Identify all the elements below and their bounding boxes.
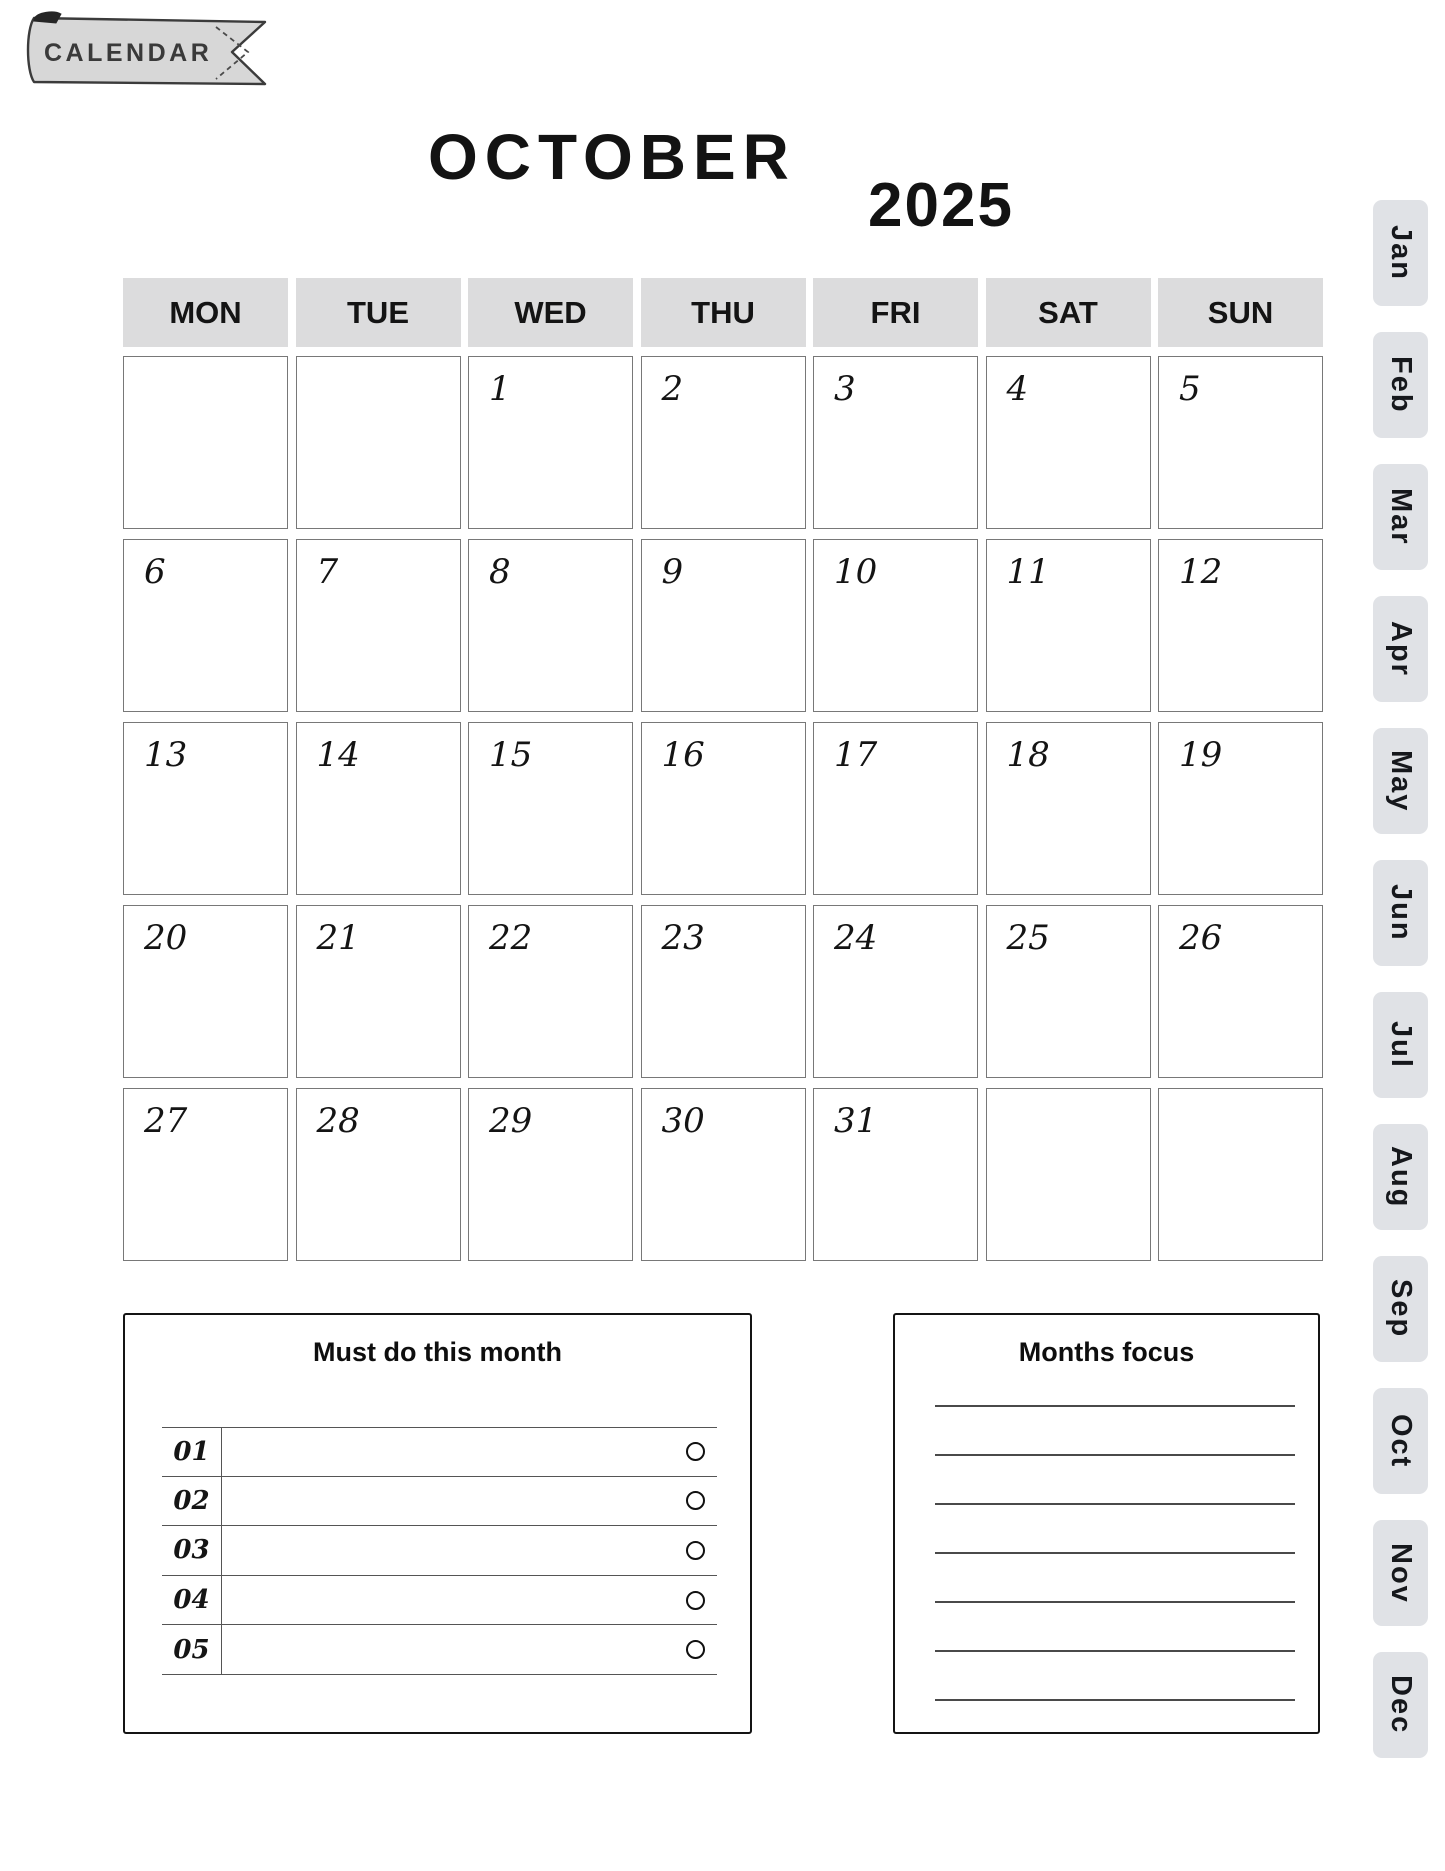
week-row-1 [123, 356, 1323, 529]
date-cell-empty[interactable] [123, 356, 288, 529]
focus-writing-line[interactable] [935, 1503, 1295, 1505]
must-do-list [162, 1427, 717, 1675]
tab-sep-label: Sep [1385, 1279, 1417, 1339]
date-number: 28 [316, 1101, 360, 1141]
months-focus-title: Months focus [1018, 1337, 1195, 1367]
ribbon-label: CALENDAR [44, 39, 213, 67]
day-header-mon: MON [123, 278, 288, 347]
date-cell-22[interactable] [468, 905, 633, 1078]
date-number: 9 [661, 552, 684, 592]
tab-dec[interactable] [1373, 1652, 1428, 1758]
tab-dec-label: Dec [1385, 1675, 1417, 1735]
week-row-4 [123, 905, 1323, 1078]
task-number: 02 [162, 1477, 222, 1526]
date-cell-24[interactable] [813, 905, 978, 1078]
date-cell-empty[interactable] [1158, 1088, 1323, 1261]
date-number: 18 [1006, 735, 1050, 775]
date-cell-26[interactable] [1158, 905, 1323, 1078]
date-number: 17 [834, 735, 878, 775]
focus-writing-line[interactable] [935, 1650, 1295, 1652]
date-cell-9[interactable] [641, 539, 806, 712]
date-number: 12 [1179, 552, 1223, 592]
tab-jul[interactable] [1373, 992, 1428, 1098]
focus-writing-line[interactable] [935, 1454, 1295, 1456]
date-number: 13 [144, 735, 188, 775]
month-title: OCTOBER [428, 121, 796, 193]
date-number: 6 [144, 552, 166, 592]
date-number: 2 [661, 369, 684, 409]
tab-nov[interactable] [1373, 1520, 1428, 1626]
date-number: 15 [489, 735, 533, 775]
tab-aug-label: Aug [1385, 1145, 1417, 1209]
day-header-thu: THU [641, 278, 806, 347]
task-checkbox-circle[interactable] [686, 1640, 705, 1659]
date-number: 30 [661, 1101, 705, 1141]
date-number: 22 [489, 918, 533, 958]
tab-feb[interactable] [1373, 332, 1428, 438]
task-row-02[interactable] [162, 1477, 717, 1527]
date-number: 26 [1179, 918, 1223, 958]
calendar-ribbon [20, 10, 270, 88]
task-number: 04 [162, 1576, 222, 1625]
tab-apr[interactable] [1373, 596, 1428, 702]
date-cell-10[interactable] [813, 539, 978, 712]
focus-writing-line[interactable] [935, 1405, 1295, 1407]
task-number: 03 [162, 1526, 222, 1575]
day-header-sat: SAT [986, 278, 1151, 347]
date-number: 8 [489, 552, 511, 592]
task-number: 05 [162, 1625, 222, 1674]
day-header-tue: TUE [296, 278, 461, 347]
date-cell-6[interactable] [123, 539, 288, 712]
date-cell-3[interactable] [813, 356, 978, 529]
tab-may-label: May [1385, 749, 1417, 813]
date-number: 29 [489, 1101, 533, 1141]
date-number: 5 [1179, 369, 1201, 409]
day-header-row [123, 278, 1323, 347]
tab-nov-label: Nov [1385, 1542, 1417, 1604]
day-header-fri: FRI [813, 278, 978, 347]
focus-writing-line[interactable] [935, 1552, 1295, 1554]
date-cell-7[interactable] [296, 539, 461, 712]
date-cell-empty[interactable] [986, 1088, 1151, 1261]
date-cell-29[interactable] [468, 1088, 633, 1261]
focus-writing-line[interactable] [935, 1601, 1295, 1603]
year-title: 2025 [868, 171, 1014, 240]
date-number: 4 [1006, 369, 1029, 409]
date-cell-28[interactable] [296, 1088, 461, 1261]
tab-may[interactable] [1373, 728, 1428, 834]
date-cell-25[interactable] [986, 905, 1151, 1078]
week-row-2 [123, 539, 1323, 712]
months-focus-panel [893, 1313, 1320, 1734]
date-cell-27[interactable] [123, 1088, 288, 1261]
task-checkbox-circle[interactable] [686, 1591, 705, 1610]
date-cell-16[interactable] [641, 722, 806, 895]
tab-feb-label: Feb [1385, 356, 1417, 414]
ribbon-fold [34, 12, 61, 23]
week-row-3 [123, 722, 1323, 895]
date-number: 10 [834, 552, 878, 592]
task-row-04[interactable] [162, 1576, 717, 1626]
task-checkbox-circle[interactable] [686, 1491, 705, 1510]
must-do-title: Must do this month [313, 1337, 562, 1367]
task-row-03[interactable] [162, 1526, 717, 1576]
date-cell-12[interactable] [1158, 539, 1323, 712]
date-number: 3 [834, 369, 856, 409]
date-cell-1[interactable] [468, 356, 633, 529]
task-number: 01 [162, 1428, 222, 1476]
tab-aug[interactable] [1373, 1124, 1428, 1230]
day-header-sun: SUN [1158, 278, 1323, 347]
date-cell-19[interactable] [1158, 722, 1323, 895]
tab-mar-label: Mar [1385, 488, 1417, 546]
date-number: 31 [834, 1101, 878, 1141]
must-do-panel [123, 1313, 752, 1734]
tab-jul-label: Jul [1385, 1021, 1417, 1069]
date-cell-11[interactable] [986, 539, 1151, 712]
date-number: 25 [1006, 918, 1050, 958]
date-number: 19 [1179, 735, 1223, 775]
date-cell-empty[interactable] [296, 356, 461, 529]
date-cell-14[interactable] [296, 722, 461, 895]
tab-oct-label: Oct [1385, 1413, 1417, 1469]
tab-jun[interactable] [1373, 860, 1428, 966]
week-row-5 [123, 1088, 1323, 1261]
date-cell-31[interactable] [813, 1088, 978, 1261]
tab-sep[interactable] [1373, 1256, 1428, 1362]
tab-jun-label: Jun [1385, 884, 1417, 942]
date-cell-5[interactable] [1158, 356, 1323, 529]
calendar-grid [123, 278, 1323, 1271]
tab-mar[interactable] [1373, 464, 1428, 570]
date-number: 27 [144, 1101, 188, 1141]
date-cell-15[interactable] [468, 722, 633, 895]
task-checkbox-circle[interactable] [686, 1541, 705, 1560]
tab-jan-label: Jan [1385, 225, 1417, 281]
date-cell-20[interactable] [123, 905, 288, 1078]
date-cell-13[interactable] [123, 722, 288, 895]
date-cell-4[interactable] [986, 356, 1151, 529]
date-cell-23[interactable] [641, 905, 806, 1078]
tab-oct[interactable] [1373, 1388, 1428, 1494]
task-row-05[interactable] [162, 1625, 717, 1675]
date-number: 1 [489, 369, 511, 409]
date-number: 20 [144, 918, 188, 958]
date-number: 11 [1006, 552, 1050, 592]
date-cell-21[interactable] [296, 905, 461, 1078]
date-number: 23 [661, 918, 705, 958]
focus-writing-line[interactable] [935, 1699, 1295, 1701]
day-header-wed: WED [468, 278, 633, 347]
date-cell-2[interactable] [641, 356, 806, 529]
date-number: 7 [316, 552, 339, 592]
date-cell-30[interactable] [641, 1088, 806, 1261]
date-number: 14 [316, 735, 360, 775]
date-cell-18[interactable] [986, 722, 1151, 895]
date-number: 21 [316, 918, 360, 958]
date-cell-17[interactable] [813, 722, 978, 895]
months-focus-lines [935, 1405, 1295, 1748]
task-checkbox-circle[interactable] [686, 1442, 705, 1461]
date-number: 16 [661, 735, 705, 775]
tab-apr-label: Apr [1385, 621, 1417, 677]
tab-jan[interactable] [1373, 200, 1428, 306]
task-row-01[interactable] [162, 1427, 717, 1477]
date-number: 24 [834, 918, 878, 958]
date-cell-8[interactable] [468, 539, 633, 712]
